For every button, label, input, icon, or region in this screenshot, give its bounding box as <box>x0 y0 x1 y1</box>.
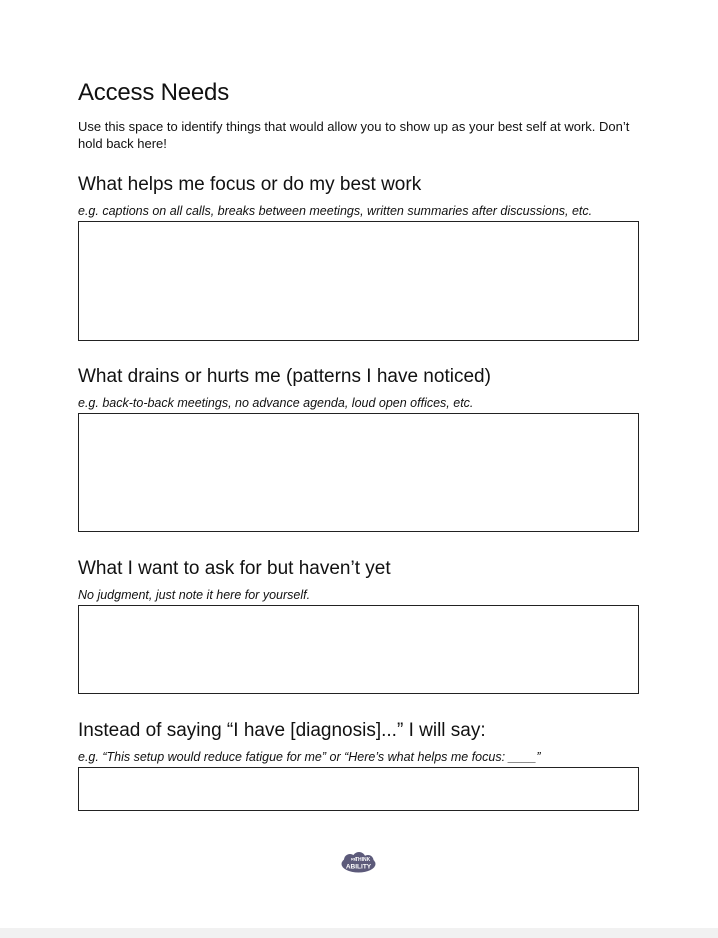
section-heading: What I want to ask for but haven’t yet <box>78 558 391 579</box>
logo-line: THINK <box>355 857 371 863</box>
answer-box-reframe[interactable] <box>78 767 639 811</box>
section-heading: Instead of saying “I have [diagnosis]...” I will say: <box>78 720 486 741</box>
document-header <box>78 78 639 152</box>
logo-line: ABILITY <box>345 863 372 871</box>
intro-text: Use this space to identify things that would allow you to show up as your best self at work. Don’t hold back here! <box>78 119 630 151</box>
section-hint: No judgment, just note it here for yourself. <box>78 588 311 602</box>
answer-box-focus[interactable] <box>78 221 639 341</box>
answer-box-drains[interactable] <box>78 413 639 532</box>
section-ask <box>78 557 639 694</box>
section-hint: e.g. captions on all calls, breaks between meetings, written summaries after discussions, etc. <box>78 204 593 218</box>
section-drains <box>78 365 639 532</box>
rethink-ability-logo <box>340 852 377 874</box>
page-title: Access Needs <box>78 79 229 106</box>
answer-box-ask[interactable] <box>78 605 639 694</box>
section-hint: e.g. “This setup would reduce fatigue for me” or “Here’s what helps me focus: ____” <box>78 750 541 764</box>
section-heading: What drains or hurts me (patterns I have noticed) <box>78 366 491 387</box>
section-hint: e.g. back-to-back meetings, no advance agenda, loud open offices, etc. <box>78 396 474 410</box>
section-focus <box>78 173 639 341</box>
section-reframe <box>78 719 639 811</box>
logo-line: RE <box>351 856 357 862</box>
section-heading: What helps me focus or do my best work <box>78 174 422 195</box>
